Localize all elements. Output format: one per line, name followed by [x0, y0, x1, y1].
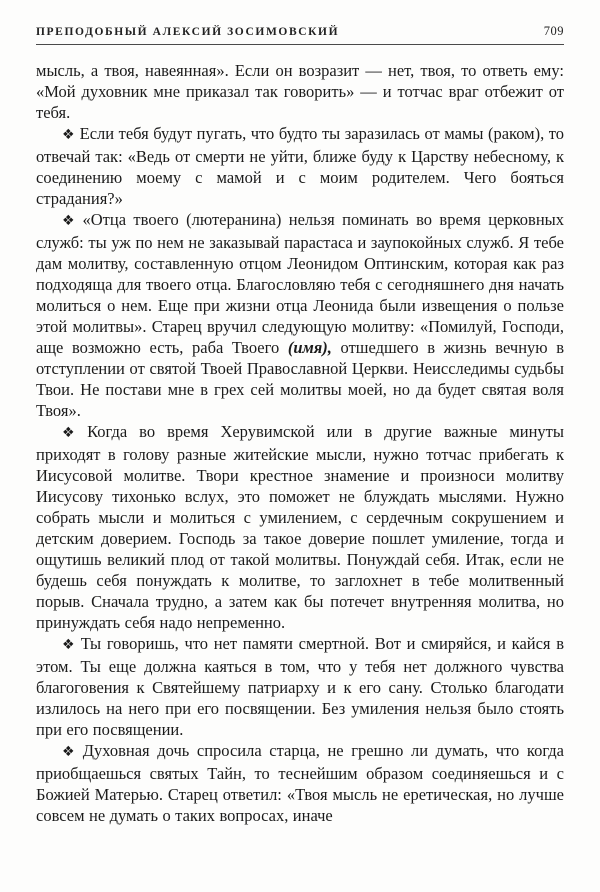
diamond-marker-icon: ❖ [62, 744, 78, 760]
diamond-marker-icon: ❖ [62, 637, 76, 653]
paragraph [36, 60, 564, 123]
paragraph [36, 209, 564, 421]
paragraph-text: Духовная дочь спросила старца, не грешно ли думать, что когда приобщаешься святых Тайн, то теснейшим образом соединяешься и с Божией Матерью. Старец ответил: «Твоя мысль не еретическая, но лучше совсем не думать о таких вопросах, иначе [36, 741, 564, 825]
paragraph-text: Ты говоришь, что нет памяти смертной. Вот и смиряйся, и кайся в этом. Ты еще должна каяться в том, что у тебя нет должного чувства благоговения к Святейшему патриарху и к его сану. Столько благодати излилось на него при его посвящении. Без умиления нельзя было стоять при его посвящении. [36, 634, 564, 739]
name-placeholder-italic: (имя), [287, 338, 332, 357]
paragraph-text: отшедшего в жизнь вечную в отступлении от святой Твоей Православной Церкви. Неисследимы судьбы Твои. Не постави мне в грех сей молитвы моей, но да будет святая воля Твоя». [36, 338, 564, 420]
diamond-marker-icon: ❖ [62, 425, 83, 441]
page-number: 709 [543, 24, 564, 38]
paragraph [36, 633, 564, 740]
page-body [36, 60, 564, 826]
page-header [36, 24, 564, 45]
paragraph-text: Когда во время Херувимской или в другие важные минуты приходят в голову разные житейские мысли, нужно тотчас прибегать к Иисусовой молитве. Твори крестное знамение и произноси молитву Иисусову тихонько вслух, это поможет не блуждать мыслями. Нужно собрать мысли и молиться с умилением, с сердечным сокрушением и детским доверием. Господь за такое доверие пошлет умиление, тогда и ощутишь великий плод от такой молитвы. Понуждай себя. Итак, если не будешь себя понуждать к молитве, то заглохнет в тебе молитвенный порыв. Сначала трудно, а затем как бы потечет внутренняя молитва, но принуждать себя надо непременно. [36, 422, 564, 632]
paragraph [36, 421, 564, 633]
diamond-marker-icon: ❖ [62, 213, 78, 229]
paragraph-text: мысль, а твоя, навеянная». Если он возразит — нет, твоя, то ответь ему: «Мой духовник мне приказал так говорить» — и тотчас враг отбежит от тебя. [36, 61, 564, 122]
paragraph-text: «Отца твоего (лютеранина) нельзя поминать во время церковных служб: ты уж по нем не заказывай парастаса и заупокойных служб. Я тебе дам молитву, составленную отцом Леонидом Оптинским, которая как раз подходяща для твоего отца. Благословляю тебя с сегодняшнего дня начать молиться о нем. Еще при жизни отца Леонида были извещения о пользе этой молитвы». Старец вручил следующую молитву: «Помилуй, Господи, аще возможно есть, раба Твоего [36, 210, 564, 357]
diamond-marker-icon: ❖ [62, 127, 75, 143]
paragraph-text: Если тебя будут пугать, что будто ты заразилась от мамы (раком), то отвечай так: «Ведь от смерти не уйти, ближе буду к Царству небесному, к соединению моему с мамой и с моим родителем. Чего бояться страдания?» [36, 124, 564, 208]
paragraph [36, 740, 564, 826]
paragraph [36, 123, 564, 209]
running-title: ПРЕПОДОБНЫЙ АЛЕКСИЙ ЗОСИМОВСКИЙ [36, 26, 340, 38]
